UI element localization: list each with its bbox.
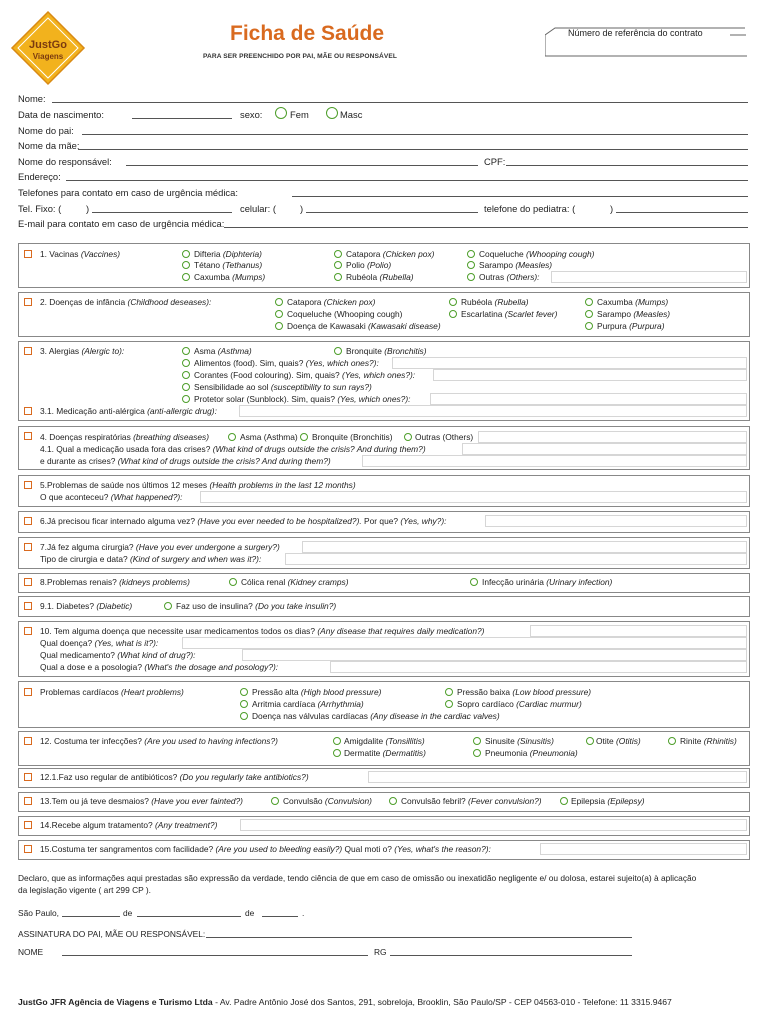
signature-field[interactable] <box>206 937 632 938</box>
daily-medication-checkbox[interactable] <box>24 627 32 635</box>
logo-text-2: Viagens <box>32 52 64 61</box>
radio-insulin[interactable] <box>164 602 172 610</box>
respiratory-label: 4. Doenças respiratórias (breathing diseases) <box>40 432 209 442</box>
declaration-line1: Declaro, que as informações aqui prestadas são expressão da verdade, tendo ciência de que em caso de omissão ou inexatidão negligente e/ ou dolosa, estarei sujeito(a) à aplicação <box>18 873 697 883</box>
hospitalized-checkbox[interactable] <box>24 517 32 525</box>
heart-checkbox[interactable] <box>24 688 32 696</box>
option-low-bp: Pressão baixa (Low blood pressure) <box>457 687 592 697</box>
option-dermatitis: Dermatite (Dermatitis) <box>344 748 426 758</box>
resp-q1-input[interactable] <box>462 443 747 455</box>
option-asthma: Asma (Asthma) <box>194 346 252 356</box>
landline-paren: ) <box>86 203 90 214</box>
father-label: Nome do pai: <box>18 125 74 136</box>
option-mumps: Caxumba (Mumps) <box>194 272 266 282</box>
pediatrician-paren: ) <box>610 203 614 214</box>
surgery-q: Tipo de cirurgia e data? (Kind of surgery and when was it?): <box>40 554 262 564</box>
dosage-input[interactable] <box>330 661 747 673</box>
radio-tonsillitis[interactable] <box>333 737 341 745</box>
hospitalized-input[interactable] <box>485 515 747 527</box>
radio-fever-convulsion[interactable] <box>389 797 397 805</box>
month-field[interactable] <box>137 916 241 917</box>
radio-scarlet[interactable] <box>449 310 457 318</box>
antibiotics-label: 12.1.Faz uso regular de antibióticos? (Do you regularly take antibiotics?) <box>40 772 309 782</box>
email-field[interactable] <box>224 227 748 228</box>
city-label: São Paulo, <box>18 908 59 918</box>
resp-q2: e durante as crises? (What kind of drugs outside the crisis? And during them?) <box>40 456 331 466</box>
option-measles: Sarampo (Measles) <box>479 260 553 270</box>
option-urinary: Infecção urinária (Urinary infection) <box>482 577 613 587</box>
footer-company: JustGo JFR Agência de Viagens e Turismo Ltda <box>18 997 213 1007</box>
rg-field[interactable] <box>390 955 632 956</box>
radio-rubella[interactable] <box>334 273 342 281</box>
name-label: Nome: <box>18 93 46 104</box>
radio-tetanus[interactable] <box>182 261 190 269</box>
respiratory-checkbox[interactable] <box>24 432 32 440</box>
emergency-phones-field[interactable] <box>292 196 748 197</box>
childhood-label: 2. Doenças de infância (Childhood deseases): <box>40 297 212 307</box>
radio-convulsion[interactable] <box>271 797 279 805</box>
option-kawasaki: Doença de Kawasaki (Kawasaki disease) <box>287 321 441 331</box>
page-title: Ficha de Saúde <box>230 22 385 45</box>
option-murmur: Sopro cardíaco (Cardiac murmur) <box>457 699 582 709</box>
name-sign-field[interactable] <box>62 955 368 956</box>
mobile-field[interactable] <box>306 212 478 213</box>
option-valves: Doença nas válvulas cardíacas (Any disease in the cardiac valves) <box>252 711 500 721</box>
fainting-label: 13.Tem ou já teve desmaios? (Have you ever fainted?) <box>40 796 243 806</box>
treatment-label: 14.Recebe algum tratamento? (Any treatment?) <box>40 820 218 830</box>
radio-measles[interactable] <box>467 261 475 269</box>
birth-field[interactable] <box>132 118 232 119</box>
health-problems-q: O que aconteceu? (What happened?): <box>40 492 183 502</box>
option-polio: Polio (Polio) <box>346 260 392 270</box>
option-mumps-2: Caxumba (Mumps) <box>597 297 669 307</box>
rg-label: RG <box>374 947 387 957</box>
radio-epilepsy[interactable] <box>560 797 568 805</box>
radio-murmur[interactable] <box>445 700 453 708</box>
radio-sunblock[interactable] <box>182 395 190 403</box>
radio-asthma-2[interactable] <box>228 433 236 441</box>
option-asthma-2: Asma (Asthma) <box>240 432 298 442</box>
option-fever-convulsion: Convulsão febril? (Fever convulsion?) <box>401 796 542 806</box>
diabetes-label: 9.1. Diabetes? (Diabetic) <box>40 601 133 611</box>
emergency-phones-label: Telefones para contato em caso de urgência médica: <box>18 187 238 198</box>
sunblock-input[interactable] <box>430 393 747 405</box>
option-sun: Sensibilidade ao sol (susceptibility to sun rays?) <box>194 382 372 392</box>
fainting-checkbox[interactable] <box>24 797 32 805</box>
radio-other-vaccines[interactable] <box>467 273 475 281</box>
surgery-checkbox[interactable] <box>24 543 32 551</box>
surgery-input[interactable] <box>302 541 747 553</box>
date-end-dot: . <box>302 908 305 918</box>
option-bronchitis-2: Bronquite (Bronchitis) <box>312 432 393 442</box>
daily-medication-label: 10. Tem alguma doença que necessite usar medicamentos todos os dias? (Any disease that requires daily medication?) <box>40 626 485 636</box>
option-otitis: Otite (Otitis) <box>596 736 641 746</box>
radio-pneumonia[interactable] <box>473 749 481 757</box>
antiallergic-input[interactable] <box>239 405 747 417</box>
landline-field[interactable] <box>92 212 232 213</box>
radio-sinusitis[interactable] <box>473 737 481 745</box>
option-other-vaccines: Outras (Others): <box>479 272 540 282</box>
vaccines-label: 1. Vacinas (Vaccines) <box>40 249 121 259</box>
option-pneumonia: Pneumonia (Pneumonia) <box>485 748 578 758</box>
guardian-field[interactable] <box>126 165 478 166</box>
health-problems-label: 5.Problemas de saúde nos últimos 12 meses (Health problems in the last 12 months) <box>40 480 356 490</box>
radio-chickenpox[interactable] <box>334 250 342 258</box>
signature-label: ASSINATURA DO PAI, MÃE OU RESPONSÁVEL: <box>18 929 206 939</box>
option-insulin: Faz uso de insulina? (Do you take insulin?) <box>176 601 337 611</box>
radio-sun[interactable] <box>182 383 190 391</box>
radio-whooping-2[interactable] <box>275 310 283 318</box>
radio-kidney-cramps[interactable] <box>229 578 237 586</box>
guardian-label: Nome do responsável: <box>18 156 112 167</box>
option-diphteria: Difteria (Diphteria) <box>194 249 262 259</box>
radio-otitis[interactable] <box>586 737 594 745</box>
radio-food-colouring[interactable] <box>182 371 190 379</box>
allergies-checkbox[interactable] <box>24 347 32 355</box>
treatment-checkbox[interactable] <box>24 821 32 829</box>
sex-fem-label: Fem <box>290 109 309 120</box>
pediatrician-field[interactable] <box>616 212 748 213</box>
radio-polio[interactable] <box>334 261 342 269</box>
radio-rubella-2[interactable] <box>449 298 457 306</box>
option-arrhythmia: Arritmia cardíaca (Arrhythmia) <box>252 699 364 709</box>
antibiotics-checkbox[interactable] <box>24 773 32 781</box>
bleeding-label: 15.Costuma ter sangramentos com facilidade? (Are you used to bleeding easily?) Qual moti o? (Yes, what's the reason?): <box>40 844 491 854</box>
option-food-colouring: Corantes (Food colouring). Sim, quais? (Yes, which ones?): <box>194 370 416 380</box>
option-tetanus: Tétano (Tethanus) <box>194 260 263 270</box>
option-rubella-2: Rubéola (Rubella) <box>461 297 529 307</box>
drug-q: Qual medicamento? (What kind of drug?): <box>40 650 196 660</box>
option-others-resp: Outras (Others) <box>415 432 474 442</box>
daily-medication-input[interactable] <box>530 625 747 637</box>
option-high-bp: Pressão alta (High blood pressure) <box>252 687 382 697</box>
option-food: Alimentos (food). Sim, quais? (Yes, which ones?): <box>194 358 379 368</box>
disease-input[interactable] <box>182 637 747 649</box>
bleeding-input[interactable] <box>540 843 747 855</box>
radio-diphteria[interactable] <box>182 250 190 258</box>
option-chickenpox: Catapora (Chicken pox) <box>346 249 435 259</box>
heart-label: Problemas cardíacos (Heart problems) <box>40 687 184 697</box>
antibiotics-input[interactable] <box>368 771 747 783</box>
radio-others-resp[interactable] <box>404 433 412 441</box>
logo-text-1: JustGo <box>29 39 67 51</box>
radio-whooping[interactable] <box>467 250 475 258</box>
radio-measles-2[interactable] <box>585 310 593 318</box>
radio-mumps[interactable] <box>182 273 190 281</box>
childhood-checkbox[interactable] <box>24 298 32 306</box>
surgery-type-input[interactable] <box>285 553 747 565</box>
vaccines-checkbox[interactable] <box>24 250 32 258</box>
radio-mumps-2[interactable] <box>585 298 593 306</box>
radio-kawasaki[interactable] <box>275 322 283 330</box>
diabetes-checkbox[interactable] <box>24 602 32 610</box>
option-kidney-cramps: Cólica renal (Kidney cramps) <box>241 577 349 587</box>
radio-purpura[interactable] <box>585 322 593 330</box>
name-sign-label: NOME <box>18 947 44 957</box>
antiallergic-checkbox[interactable] <box>24 407 32 415</box>
option-bronchitis: Bronquite (Bronchitis) <box>346 346 427 356</box>
mother-field[interactable] <box>78 149 748 150</box>
radio-low-bp[interactable] <box>445 688 453 696</box>
name-field[interactable] <box>52 102 748 103</box>
company-logo <box>10 10 86 86</box>
email-label: E-mail para contato em caso de urgência médica: <box>18 218 225 229</box>
allergies-label: 3. Alergias (Alergic to): <box>40 346 125 356</box>
option-measles-2: Sarampo (Measles) <box>597 309 671 319</box>
radio-rhinitis[interactable] <box>668 737 676 745</box>
radio-dermatitis[interactable] <box>333 749 341 757</box>
option-purpura: Purpura (Purpura) <box>597 321 665 331</box>
radio-high-bp[interactable] <box>240 688 248 696</box>
mother-label: Nome da mãe: <box>18 140 80 151</box>
health-problems-input[interactable] <box>200 491 747 503</box>
radio-bronchitis[interactable] <box>334 347 342 355</box>
radio-valves[interactable] <box>240 712 248 720</box>
year-field[interactable] <box>262 916 298 917</box>
option-sinusitis: Sinusite (Sinusitis) <box>485 736 554 746</box>
sex-masc-radio[interactable] <box>326 107 338 119</box>
pediatrician-label: telefone do pediatra: ( <box>484 203 576 214</box>
page-subtitle: PARA SER PREENCHIDO POR PAI, MÃE OU RESPONSÁVEL <box>203 53 397 60</box>
infections-label: 12. Costuma ter infecções? (Are you used to having infections?) <box>40 736 278 746</box>
radio-urinary[interactable] <box>470 578 478 586</box>
footer-address: - Av. Padre Antônio José dos Santos, 291, sobreloja, Brooklin, São Paulo/SP - CEP 04563-010 - Telefone: 11 3315.9467 <box>212 997 672 1007</box>
radio-food[interactable] <box>182 359 190 367</box>
treatment-input[interactable] <box>240 819 747 831</box>
others-resp-input[interactable] <box>478 431 747 443</box>
other-vaccines-input[interactable] <box>551 271 747 283</box>
footer <box>18 997 672 1007</box>
father-field[interactable] <box>82 134 748 135</box>
kidney-checkbox[interactable] <box>24 578 32 586</box>
birth-label: Data de nascimento: <box>18 109 104 120</box>
option-tonsillitis: Amigdalite (Tonsillitis) <box>344 736 425 746</box>
sex-label: sexo: <box>240 109 263 120</box>
disease-q: Qual doença? (Yes, what is it?): <box>40 638 159 648</box>
radio-arrhythmia[interactable] <box>240 700 248 708</box>
antiallergic-label: 3.1. Medicação anti-alérgica (anti-allergic drug): <box>40 406 217 416</box>
address-field[interactable] <box>66 180 748 181</box>
radio-bronchitis-2[interactable] <box>300 433 308 441</box>
landline-label: Tel. Fixo: ( <box>18 203 62 214</box>
option-whooping: Coqueluche (Whooping cough) <box>479 249 595 259</box>
hospitalized-label: 6.Já precisou ficar internado alguma vez? (Have you ever needed to be hospitalized?). Por que? (Yes, why?): <box>40 516 447 526</box>
day-field[interactable] <box>62 916 120 917</box>
option-chickenpox-2: Catapora (Chicken pox) <box>287 297 376 307</box>
dosage-q: Qual a dose e a posologia? (What's the dosage and posology?): <box>40 662 279 672</box>
resp-q1: 4.1. Qual a medicação usada fora das crises? (What kind of drugs outside the crisis? And during them?) <box>40 444 426 454</box>
de-label-2: de <box>245 908 255 918</box>
sex-fem-radio[interactable] <box>275 107 287 119</box>
option-rubella: Rubéola (Rubella) <box>346 272 414 282</box>
health-problems-checkbox[interactable] <box>24 481 32 489</box>
option-sunblock: Protetor solar (Sunblock). Sim, quais? (Yes, which ones?): <box>194 394 411 404</box>
drug-input[interactable] <box>242 649 747 661</box>
cpf-field[interactable] <box>506 165 748 166</box>
colouring-allergy-input[interactable] <box>433 369 747 381</box>
kidney-label: 8.Problemas renais? (kidneys problems) <box>40 577 190 587</box>
resp-q2-input[interactable] <box>362 455 747 467</box>
bleeding-checkbox[interactable] <box>24 845 32 853</box>
infections-checkbox[interactable] <box>24 737 32 745</box>
option-convulsion: Convulsão (Convulsion) <box>283 796 372 806</box>
option-whooping-2: Coqueluche (Whooping cough) <box>287 309 403 319</box>
declaration-line2: da legislação vigente ( art 299 CP ). <box>18 885 151 895</box>
mobile-paren: ) <box>300 203 304 214</box>
option-rhinitis: Rinite (Rhinitis) <box>680 736 737 746</box>
option-scarlet: Escarlatina (Scarlet fever) <box>461 309 558 319</box>
surgery-label: 7.Já fez alguma cirurgia? (Have you ever undergone a surgery?) <box>40 542 280 552</box>
sex-masc-label: Masc <box>340 109 363 120</box>
radio-chickenpox-2[interactable] <box>275 298 283 306</box>
food-allergy-input[interactable] <box>392 357 747 369</box>
de-label-1: de <box>123 908 133 918</box>
cpf-label: CPF: <box>484 156 506 167</box>
radio-asthma[interactable] <box>182 347 190 355</box>
contract-reference-label: Número de referência do contrato <box>568 28 703 38</box>
option-epilepsy: Epilepsia (Epilepsy) <box>571 796 645 806</box>
address-label: Endereço: <box>18 171 61 182</box>
mobile-label: celular: ( <box>240 203 276 214</box>
